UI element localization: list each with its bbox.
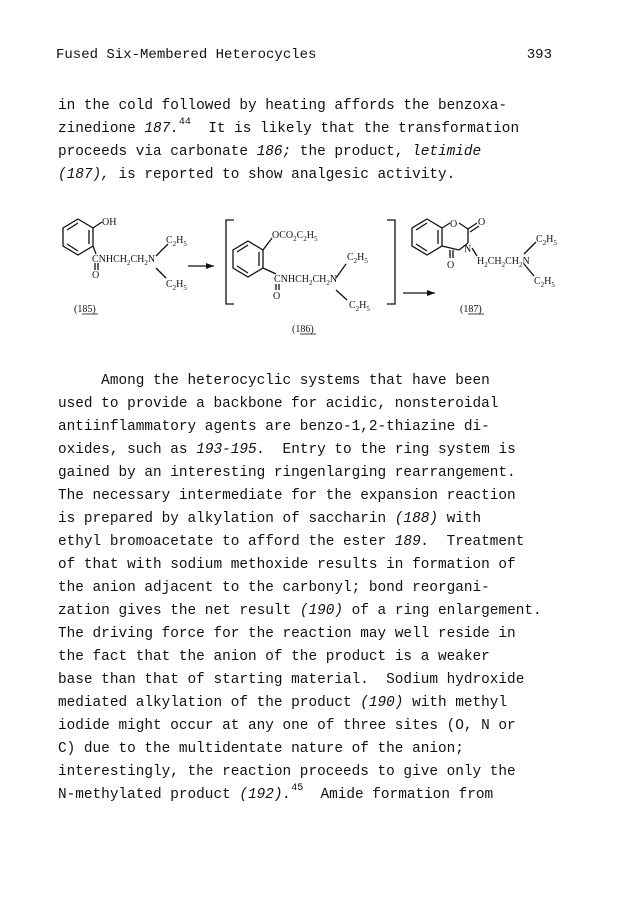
text-line: proceeds via carbonate 186; the product, letimide	[58, 144, 482, 160]
compound-ref: (188)	[394, 511, 438, 527]
compound-ref: 193-195.	[196, 442, 266, 458]
text-line: N-methylated product (192).$^{45}$ Amide formation from	[58, 783, 494, 803]
text-line: gained by an interesting ringenlarging rearrangement.	[58, 465, 516, 481]
text-line: mediated alkylation of the product (190) with methyl	[58, 695, 508, 711]
atom-label: O	[450, 219, 458, 230]
running-title: Fused Six-Membered Heterocycles	[56, 47, 317, 63]
ethyl-label: $C_2H_5$	[347, 252, 368, 265]
ethyl-label: $C_2H_5$	[536, 234, 557, 247]
atom-label: OH	[102, 217, 117, 228]
text-line: iodide might occur at any one of three sites (O, N or	[58, 718, 516, 734]
paragraph-2	[58, 370, 578, 807]
structure-186	[233, 238, 347, 300]
text-line: antiinflammatory agents are benzo-1,2-thiazine di-	[58, 419, 490, 435]
atom-label: O	[447, 260, 455, 271]
text-line: zinedione 187.44 It is likely that the transformation	[58, 117, 520, 137]
compound-ref: 187.	[144, 121, 179, 137]
structure-187	[412, 219, 536, 276]
drug-name: letimide	[412, 144, 482, 160]
atom-label: O	[273, 291, 281, 302]
text-line: ethyl bromoacetate to afford the ester 189. Treatment	[58, 534, 525, 550]
arrow-head-1	[206, 263, 214, 269]
reaction-scheme	[40, 198, 600, 343]
text-line: is prepared by alkylation of saccharin (188) with	[58, 511, 482, 527]
atom-label: O	[478, 217, 486, 228]
text-line: the anion adjacent to the carbonyl; bond reorgani-	[58, 580, 490, 596]
ethyl-label: $C_2H_5$	[166, 235, 187, 248]
citation-superscript: 44	[178, 117, 191, 129]
text-line: base than that of starting material. Sodium hydroxide	[58, 672, 525, 688]
text-line: of that with sodium methoxide results in formation of	[58, 557, 516, 573]
compound-label: (187)	[460, 304, 482, 315]
text-line: oxides, such as 193-195. Entry to the ring system is	[58, 442, 516, 458]
text-line: zation gives the net result (190) of a ring enlargement.	[58, 603, 542, 619]
ethyl-label: $C_2H_5$	[534, 276, 555, 289]
atom-label: $CNHCH_2CH_2N$	[274, 274, 338, 287]
reaction-scheme-figure	[40, 198, 600, 343]
compound-ref: (190)	[299, 603, 343, 619]
text-line: C) due to the multidentate nature of the anion;	[58, 741, 464, 757]
compound-label: (185)	[74, 304, 96, 315]
text-line: in the cold followed by heating affords the benzoxa-	[58, 98, 508, 114]
text-line: The necessary intermediate for the expansion reaction	[58, 488, 516, 504]
arrow-head-2	[427, 290, 435, 296]
text-line: used to provide a backbone for acidic, nonsteroidal	[58, 396, 499, 412]
atom-label: $H_2CH_2CH_2N$	[477, 256, 530, 269]
paragraph-1	[58, 95, 578, 187]
text-line: interestingly, the reaction proceeds to give only the	[58, 764, 516, 780]
compound-ref: (192).	[239, 787, 292, 803]
text-line: The driving force for the reaction may well reside in	[58, 626, 516, 642]
atom-label: O	[92, 270, 100, 281]
compound-ref: (190)	[360, 695, 404, 711]
atom-label: $OCO_2C_2H_5$	[272, 230, 318, 243]
right-bracket	[387, 220, 395, 304]
page-number: 393	[526, 47, 552, 63]
citation-superscript: 45	[291, 783, 304, 795]
text-line: the fact that the anion of the product is a weaker	[58, 649, 490, 665]
atom-label: $CNHCH_2CH_2N$	[92, 254, 156, 267]
ethyl-label: $C_2H_5$	[166, 279, 187, 292]
atom-label: N	[464, 244, 472, 255]
ethyl-label: $C_2H_5$	[349, 300, 370, 313]
running-header	[56, 47, 552, 69]
compound-label: (186)	[292, 324, 314, 335]
compound-ref: (187),	[58, 167, 110, 183]
compound-ref: 189.	[394, 534, 430, 550]
text-line: Among the heterocyclic systems that have been	[58, 373, 490, 389]
compound-ref: 186;	[256, 144, 292, 160]
text-line: (187), is reported to show analgesic activity.	[58, 167, 456, 183]
